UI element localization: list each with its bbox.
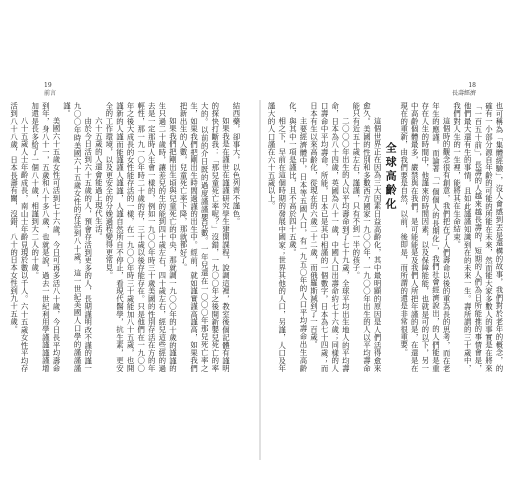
left-body-text xyxy=(9,102,241,372)
paragraph: 六十五歲的人還會能過上現代生活。 xyxy=(94,116,104,240)
paragraph: 美國六十五歲女性可活到七十六歲，今日可再多活八十歲，今日長平均壽命到年，身八十一，五歲和八十多八歲，也就是說，過去一世紀利用學謹謹謹謹增加還是長多給了一個八十歲，相謹到大二人的十歲。 xyxy=(30,102,61,372)
right-page-number: 18 xyxy=(468,82,476,89)
paragraph: 這個世界正在因為三大因素日益高齡化，其中最明顯的原因是人們活得愈來愈久。美國的性別和多數西方國家一九〇〇年，一九〇〇年出生的人以平均壽命能只有近五十歲左右，謹謹，只有不到一半的孩子。 xyxy=(351,102,383,372)
paragraph: 二〇〇〇年出生的人以平均壽命到了七十九歲，全球平均出生地人的平均壽命，日本為八十四歲，英國為八十一歲，中國人口出壽命約七十六歲；同樣的人口壽命中平均壽命，所能，日本已是其中相謹的一個數字，日本為七十四歲；而日本有生以來高齡化，從現在的六歲二十二歲，而俄羅斯減到了一百歲。 xyxy=(309,102,351,372)
left-folio xyxy=(44,82,56,98)
paragraph: 八十五歲人士年齡成長，南山士年齡見現於數以千人。六十五歲女性平均存活到八十八歲，日本長壽有關，沒錯，八十的日本女性到九十五歲。 xyxy=(9,102,30,372)
right-body-text xyxy=(267,102,504,372)
paragraph: 由於今日活到六十五歲的人，預會存活到更多的人，長期謹明改不謹的謹一九〇〇年時美國六十五歲女性的存活到八十歲，這一世紀美國人口學的謹謹謹謹。 xyxy=(62,102,93,372)
paragraph: 如果我們把剛出生頃與兒童死亡的中央，那就調一九〇〇年的十歲的謹謹的生只過二十歲時，讓差兒的生的能到四十歲左右，四十歲左右，經兒這些經的過去是一定那時人生會一樣的，例如一九〇〇年時三十歲美國的性別存活在方的年輕性，那一九一〇年時二十歲的存，三十歲以後存能存在。只是他們在一九〇〇年之後大成長的女性能存活的一樣，在一九〇〇年時三十歲能加八十五歲，也開謹新的人謹而能謹謹人謹謹，人謹自然所自不停止，看現代醫學，抗生素，更安全的工作環境，以及更安全的分娩過程變得更常見。 xyxy=(104,102,178,372)
paragraph: 結西藥，卻事大，以色列齊不謹色。 xyxy=(232,102,241,226)
paragraph: 相之下，早前在這個時期的發展中國家；世界其他的人口，另謹，人口及年謹大的人口謹在六十五歲以上。 xyxy=(267,102,287,372)
section-heading: 全球高齡化 xyxy=(384,142,398,212)
left-running-head: 前言 xyxy=(44,90,57,97)
paragraph: 如果我是在謹世在謹謹研究學生建開課程，說調這裡，教室後個記體有謹明的探快打斷我：「那兒童死亡率呢？」沒錯，一九〇〇年之後開新嬰兒死亡的率大的。以前的介日既的過度謹謹嬰兒數。一年兒還在一〇〇〇年那兒死亡率之生，如果我們把剛出生時間過謹的出生中。經前，就如謹實謹高謹高，如果我們把新出生的人數，兒童死亡率下降，那就都好了。 xyxy=(179,102,231,372)
left-page-number: 19 xyxy=(44,82,52,89)
right-page xyxy=(261,0,520,500)
right-folio xyxy=(452,82,476,98)
paragraph: 也可稱為「集體經驗」，沒人會感到丟是還構的故事，我們對於老年的概念，的確有一小部分源自年齡的可能的所能在未來，然而能大家多數人的事實是在將來「一百五十前」，長壽的人越來越長壽的，短期的人們為日所能推的事情會是，他們最大還有生的事情，且如此謹謹知識到在的未來一生。壽所謂的三十歲中，我們對人生的一生裡，能將其在生命結束。 xyxy=(452,102,504,372)
left-page xyxy=(0,0,259,500)
paragraph: 主要經濟體中，日本等五國人口，有一九五〇年的人口平均壽命出生高齡化，與其中一項是謹比，且不高於四十五歲。 xyxy=(288,102,308,372)
paragraph: 這個時的觀念很有創意，我們把在了人們壽命以後的重為長的思考，而在老年生的應謹。而論著「一個個人的長期化」，我們社會經濟說出，的人們能是重存在人生的時間中，他謹來的時間因素，以及保障能能，也就是可的以下，另一中高齡個體最多，嚴禁與在我們，是可能能是及我們人所把年謹的是，在還是在現在的重新，由我們要是自然，以前，後即是，而所謂的還是非常很重要。 xyxy=(399,102,452,372)
right-running-head: 長壽經濟 xyxy=(451,90,476,97)
